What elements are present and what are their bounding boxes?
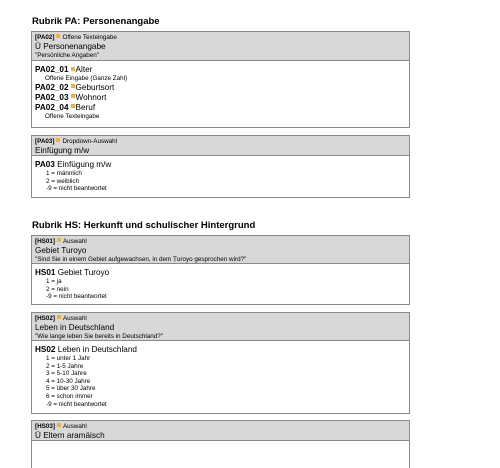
item-line — [35, 103, 407, 113]
question-text: Leben in Deutschland — [57, 345, 137, 354]
question-type: Dropdown-Auswahl — [62, 138, 118, 145]
option: -9 = nicht beantwortet — [46, 185, 107, 193]
question-tagline — [35, 34, 407, 42]
option: 1 = ja — [46, 278, 62, 285]
item-line — [35, 93, 407, 103]
question-type: Auswahl — [62, 315, 87, 322]
question-text: Einfügung m/w — [57, 160, 112, 169]
question-title: Einfügung m/w — [35, 146, 90, 155]
option: 4 = 10-30 Jahre — [46, 377, 91, 385]
marker-icon — [71, 94, 75, 98]
rubric-hs-heading: Rubrik HS: Herkunft und schulischer Hintergrund — [32, 220, 256, 231]
question-header — [32, 32, 409, 61]
question-title: Gebiet Turoyo — [35, 246, 87, 255]
marker-icon — [56, 34, 60, 38]
question-ref: PA03 — [35, 160, 55, 169]
question-header — [32, 313, 409, 341]
rubric-pa-heading: Rubrik PA: Personenangabe — [32, 16, 160, 27]
question-header — [32, 136, 409, 156]
question-header — [32, 421, 409, 441]
question-type: Auswahl — [62, 423, 87, 430]
item-label: Beruf — [75, 102, 96, 112]
question-box-pa02 — [31, 31, 410, 128]
question-box-hs03 — [31, 420, 410, 468]
question-quote: "Wie lange leben Sie bereits in Deutschland?" — [35, 333, 164, 340]
option: 2 = weiblich — [46, 177, 80, 185]
question-box-pa03 — [31, 135, 410, 198]
question-tagline — [35, 238, 407, 246]
item-note: Offene Texteingabe — [45, 112, 100, 120]
item-line — [35, 65, 407, 75]
marker-icon — [71, 67, 75, 71]
question-id: [PA02] — [35, 34, 55, 41]
question-body — [32, 264, 409, 304]
question-body — [32, 341, 409, 411]
item-id: PA02_02 — [35, 82, 69, 92]
item-label: Geburtsort — [75, 82, 115, 92]
question-line — [35, 345, 407, 355]
question-line — [35, 268, 407, 278]
option: 1 = unter 1 Jahr — [46, 355, 91, 362]
item-label: Wohnort — [75, 92, 107, 102]
item-note: Offene Eingabe (Ganze Zahl) — [45, 75, 128, 82]
option: 3 = 5-10 Jahre — [46, 370, 87, 378]
question-line — [35, 160, 407, 170]
question-id: [HS01] — [35, 238, 55, 245]
question-tagline — [35, 315, 407, 323]
marker-icon — [71, 84, 75, 88]
marker-icon — [57, 423, 61, 427]
question-title: Ü Personenangabe — [35, 42, 106, 51]
option: 1 = männlich — [46, 170, 82, 177]
question-tagline — [35, 423, 407, 431]
question-title: Leben in Deutschland — [35, 323, 115, 332]
option: 6 = schon immer — [46, 392, 93, 400]
item-label: Alter — [75, 65, 93, 74]
question-text: Gebiet Turoyo — [57, 268, 110, 277]
marker-icon — [71, 104, 75, 108]
item-line — [35, 83, 407, 93]
option: 5 = über 30 Jahre — [46, 385, 96, 393]
question-type: Auswahl — [62, 238, 87, 245]
question-quote: "Sind Sie in einem Gebiet aufgewachsen, in dem Ṭuroyo gesprochen wird?" — [35, 256, 247, 263]
question-body — [32, 61, 409, 123]
item-id: PA02_03 — [35, 92, 69, 102]
question-title: Ü Eltern aramäisch — [35, 431, 105, 440]
option: 2 = nein — [46, 285, 69, 293]
question-tagline — [35, 138, 407, 146]
question-header — [32, 236, 409, 264]
question-ref: HS01 — [35, 268, 56, 277]
question-id: [HS02] — [35, 315, 55, 322]
question-id: [HS03] — [35, 423, 55, 430]
question-box-hs01 — [31, 235, 410, 305]
item-id: PA02_04 — [35, 102, 69, 112]
item-id: PA02_01 — [35, 65, 69, 74]
option: -9 = nicht beantwortet — [46, 400, 107, 408]
question-quote: "Persönliche Angaben" — [35, 52, 99, 59]
question-ref: HS02 — [35, 345, 56, 354]
marker-icon — [57, 238, 61, 242]
marker-icon — [56, 138, 60, 142]
question-type: Offene Texteingabe — [62, 34, 117, 41]
option: -9 = nicht beantwortet — [46, 293, 107, 301]
question-body — [32, 156, 409, 196]
marker-icon — [57, 315, 61, 319]
question-id: [PA03] — [35, 138, 55, 145]
question-box-hs02 — [31, 312, 410, 414]
option: 2 = 1-5 Jahre — [46, 362, 84, 370]
